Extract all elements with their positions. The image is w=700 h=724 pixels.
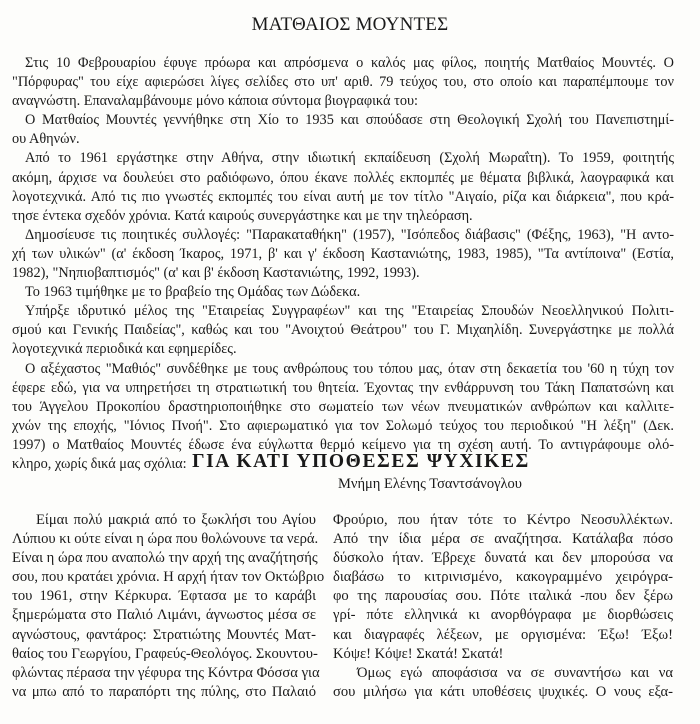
essay-text-line: δύσκολο ήταν. Έβρεχε δυνατά και δεν μπορούσα να: [333, 550, 673, 567]
article-title: ΜΑΤΘΑΙΟΣ ΜΟΥΝΤΕΣ: [251, 14, 449, 35]
essay-text-line: Είμαι πολύ μακριά από το ξωκλήσι του Αγίου: [36, 512, 316, 528]
intro-text-line: Το 1963 τιμήθηκε με το βραβείο της Ομάδας των Δώδεκα.: [25, 284, 361, 301]
intro-text-line: Υπήρξε ιδρυτικό μέλος της "Εταιρείας Συγγραφέων" και της "Εταιρείας Σπουδών Νεοελληνικού Πολιτι-: [25, 303, 674, 320]
essay-text-line: φλώντας πέρασα την γέφυρα της Κόντρα Φόσσα για: [12, 664, 320, 681]
essay-text-line: φο της παρουσίας σου. Πότε ιταλικά -που δεν ξέρω: [333, 588, 673, 605]
intro-text-line: σμού και Γενικής Παιδείας", καθώς και του "Ανοιχτού Θεάτρου" του Γ. Μιχαηλίδη. Συνεργάστηκε με πολλά: [12, 322, 674, 339]
intro-text-line: Από το 1961 εργάστηκε στην Αθήνα, στην ιδιωτική εκπαίδευση (Σχολή Μωραΐτη). Το 1959, φοιτητής: [25, 150, 674, 167]
essay-text-line: Φρούριο, που ήταν τότε το Κέντρο Νεοσυλλέκτων.: [333, 512, 673, 528]
essay-text-line: Είναι η ώρα που αναπολώ την αρχή της αναζήτησής: [12, 550, 318, 567]
essay-text-line: Από την ίδια μέρα σε αναζήτησα. Κατάλαβα πόσο: [333, 531, 673, 548]
intro-text-line: του Άγγελου Προκοπίου δραστηριοποιήθηκε στο σωματείο των νέων πνευματικών ανθρώπων και καλλιτε-: [12, 398, 674, 415]
essay-title: ΓΙΑ ΚΑΤΙ ΥΠΟΘΕΣΕΣ ΨΥΧΙΚΕΣ: [192, 451, 530, 472]
intro-text-line: ου Αθηνών.: [12, 131, 80, 148]
essay-text-line: να μπω από το παραπόρτι της πύλης, στο Παλαιό: [12, 683, 316, 700]
intro-text-line: Ο Ματθαίος Μουντές γεννήθηκε στη Χίο το 1935 και σπούδασε στη Θεολογική Σχολή του Πανεπιστημί-: [25, 112, 674, 129]
intro-text-line: ακόμη, άρχισε να δουλεύει στο ραδιόφωνο, όπου έκανε πολλές εκπομπές με θέματα βιβλικά, λαογραφικά και: [12, 169, 674, 186]
essay-text-line: Όμως εγώ αποφάσισα να σε συναντήσω και να: [357, 664, 673, 681]
essay-text-line: γρί- πότε ελληνικά κι ανορθόγραφα με διορθώσεις: [333, 607, 673, 624]
intro-text-line: λογοτεχνικά περιοδικά και εφημερίδες.: [12, 341, 237, 358]
essay-text-line: αγνώστους, φαντάρος: Στρατιώτης Μουντές Ματ-: [12, 626, 316, 643]
essay-text-line: του 1961, στην Κέρκυρα. Έφτασα με το καράβι: [12, 588, 316, 605]
intro-text-line: αναγνώστη. Επαναλαμβάνουμε μόνο κάποια σύντομα βιογραφικά του:: [12, 93, 419, 110]
essay-byline: Μνήμη Ελένης Τσαντσάνογλου: [338, 476, 522, 492]
intro-text-line: κληρο, χωρίς δικά μας σχόλια:: [12, 455, 187, 472]
essay-text-line: Λύπιου κι ούτε είναι η ώρα που θολώνουνε τα νερά.: [12, 531, 319, 548]
intro-text-line: "Πόρφυρας" του είχε αφιερώσει λίγες σελίδες στο υπ' αριθ. 79 τεύχος του, στο οποίο και παραπέμπουμε τον: [12, 74, 674, 91]
intro-text-line: 1982), "Νηπιοβαπτισμός" (α' και β' έκδοση Καστανιώτης, 1992, 1993).: [12, 265, 420, 282]
intro-text-line: έφερε εδώ, για να υπηρετήσει τη στρατιωτική του θητεία. Έχοντας την ενθάρρυνση του Τάκη Παπατσώνη και: [12, 379, 674, 396]
intro-text: [12, 54, 674, 474]
intro-text-line: Ο αξέχαστος "Μαθιός" συνδέθηκε με τους ανθρώπους του τόπου μας, όταν στη δεκαετία του '60 η τύχη τον: [25, 360, 674, 377]
essay-text-line: θαίος του Γεωργίου, Γραφεύς-Θεολόγος. Σκουντου-: [12, 645, 318, 662]
intro-text-line: χή των υλικών" (α' έκδοση Ίκαρος, 1971, β' και γ' έκδοση Καστανιώτης, 1983, 1985), "Τα αντίποινα" (Εστία,: [12, 245, 674, 262]
essay-left-column: [12, 511, 325, 702]
essay-text-line: σου, που κρατάει χρόνια. Η αρχή ήταν τον Οκτώβριο: [12, 569, 325, 586]
essay-text-line: και διαγραφές λέξεων, με οργισμένα: Έξω! Έξω!: [333, 626, 673, 643]
intro-text-line: 1997) ο Ματθαίος Μουντές έδωσε ένα εύγλωττα θερμό κείμενο για τη σχέση αυτή. Το αντιγράφουμε ολό-: [12, 436, 674, 453]
intro-text-line: τησε έντεκα σχεδόν χρόνια. Κατά καιρούς συνεργάστηκε και με την τηλεόραση.: [12, 207, 473, 224]
intro-text-line: Δημοσίευσε τις ποιητικές συλλογές: "Παρακαταθήκη" (1957), "Ισόπεδος διάβασις" (Φέξης, 1963), "Η αντο-: [25, 226, 674, 243]
intro-text-line: Στις 10 Φεβρουαρίου έφυγε πρόωρα και απρόσμενα ο καλός μας φίλος, ποιητής Ματθαίος Μουντές. Ο: [25, 55, 674, 71]
intro-text-line: λογοτεχνικά. Από τις πιο γνωστές εκπομπές του είναι αυτή με τον τίτλο "Αιγαίο, ρίζα και διάρκεια", που κρά-: [12, 188, 674, 205]
essay-text-line: Κόψε! Κόψε! Σκατά! Σκατά!: [333, 645, 504, 662]
essay-text-line: διαβάσω το κιτρινισμένο, κακογραμμένο χειρόγρα-: [333, 569, 673, 586]
essay-text-line: ξημερώματα στο Παλιό Λιμάνι, άγνωστος μέσα σε: [12, 607, 316, 624]
intro-text-line: χνών της εποχής, "Ιόνιος Πνοή". Στο αφιερωματικό για τον Σολωμό τεύχος του περιοδικού "Η λέξη" (Δεκ.: [12, 417, 674, 434]
essay-right-column: [333, 511, 673, 702]
essay-text-line: σου μιλήσω για κάτι υποθέσεις ψυχικές. Ο νους εξα-: [333, 683, 673, 700]
